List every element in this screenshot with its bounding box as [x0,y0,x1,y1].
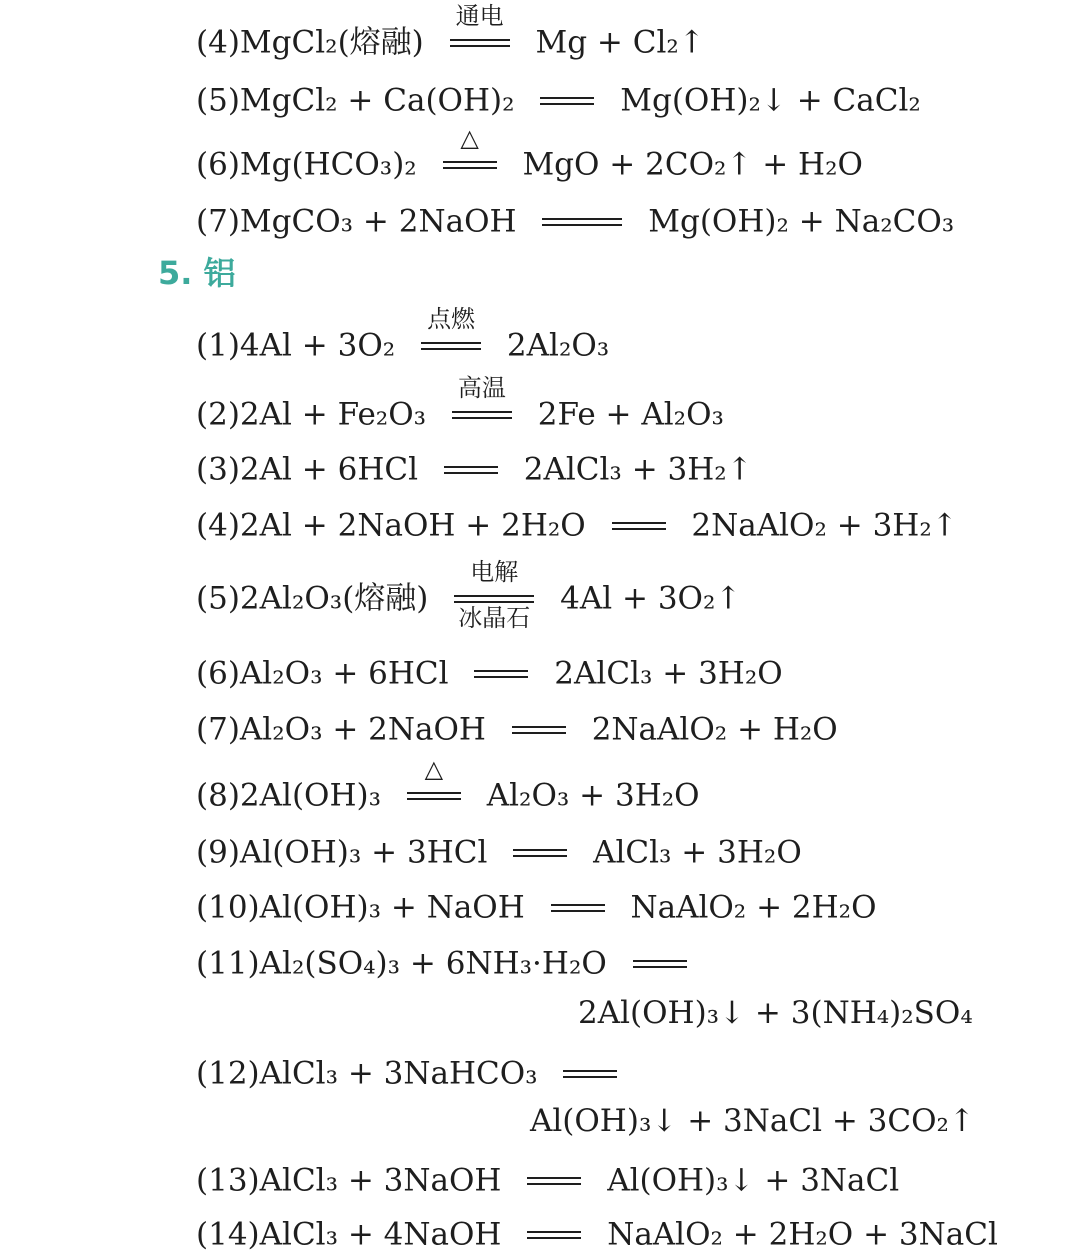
eq-lhs: Al(OH)₃ + NaOH [259,889,525,926]
equation-al-6 [196,653,783,697]
equation-al-5 [196,558,742,632]
eq-lhs: 2Al(OH)₃ [239,777,382,814]
eq-lhs: MgCl₂(熔融) [239,24,424,61]
eq-rhs: 4Al + 3O₂↑ [560,580,742,617]
eq-index: (4) [196,24,240,61]
reaction-arrow [527,1160,581,1204]
equation-al-12 [196,1053,633,1097]
equation-al-8 [196,755,700,819]
reaction-arrow [612,505,666,549]
eq-rhs: Al(OH)₃↓ + 3NaCl [607,1162,900,1199]
reaction-arrow [450,2,510,66]
eq-index: (8) [196,777,240,814]
condition-top: 电解 [470,558,519,586]
eq-index: (12) [196,1055,260,1092]
reaction-arrow [513,832,567,876]
equation-mg-5 [196,80,921,124]
eq-rhs: NaAlO₂ + 2H₂O [630,889,877,926]
reaction-arrow [527,1214,581,1258]
condition-top: △ [460,124,479,152]
condition-bottom: 冰晶石 [458,604,531,632]
eq-lhs: MgCO₃ + 2NaOH [239,203,517,240]
eq-rhs: AlCl₃ + 3H₂O [593,834,802,871]
section-heading: 5. 铝 [158,254,236,292]
eq-index: (6) [196,655,240,692]
eq-rhs: Mg + Cl₂↑ [535,24,705,61]
eq-rhs: 2NaAlO₂ + H₂O [591,711,838,748]
eq-rhs: MgO + 2CO₂↑ + H₂O [522,146,863,183]
eq-lhs: Al₂O₃ + 2NaOH [239,711,486,748]
eq-rhs: 2Fe + Al₂O₃ [537,396,724,433]
reaction-arrow [474,653,528,697]
equation-al-11-products [578,995,973,1031]
eq-rhs: 2Al(OH)₃↓ + 3(NH₄)₂SO₄ [578,995,973,1031]
equation-al-10 [196,887,877,931]
equation-al-2 [196,374,724,438]
eq-lhs: AlCl₃ + 4NaOH [259,1216,502,1253]
eq-index: (13) [196,1162,260,1199]
eq-index: (7) [196,203,240,240]
reaction-arrow [443,124,497,188]
eq-lhs: Al(OH)₃ + 3HCl [239,834,488,871]
reaction-arrow [563,1053,617,1097]
reaction-arrow [551,887,605,931]
equation-al-13 [196,1160,899,1204]
condition-top: △ [424,755,444,783]
equation-al-11 [196,943,703,987]
eq-rhs: Mg(OH)₂ + Na₂CO₃ [648,203,955,240]
reaction-arrow [407,755,461,819]
eq-lhs: 2Al₂O₃(熔融) [239,580,429,617]
eq-rhs: Al₂O₃ + 3H₂O [486,777,700,814]
eq-lhs: 2Al + 6HCl [239,451,419,488]
condition-top: 点燃 [427,305,476,333]
equation-mg-7 [196,201,954,245]
eq-index: (1) [196,327,240,364]
reaction-arrow [542,201,622,245]
equation-al-4 [196,505,958,549]
eq-index: (10) [196,889,260,926]
eq-index: (9) [196,834,240,871]
eq-lhs: AlCl₃ + 3NaOH [259,1162,502,1199]
eq-lhs: 4Al + 3O₂ [239,327,396,364]
eq-rhs: Al(OH)₃↓ + 3NaCl + 3CO₂↑ [530,1103,975,1139]
reaction-arrow [540,80,594,124]
eq-index: (5) [196,580,240,617]
equation-al-7 [196,709,838,753]
equation-mg-6 [196,124,863,188]
eq-index: (14) [196,1216,260,1253]
eq-index: (2) [196,396,240,433]
eq-lhs: Al₂O₃ + 6HCl [239,655,449,692]
eq-rhs: 2AlCl₃ + 3H₂↑ [523,451,753,488]
equation-mg-4 [196,2,705,66]
equation-al-14 [196,1214,998,1258]
equation-al-3 [196,449,753,493]
condition-top: 高温 [457,374,506,402]
eq-index: (5) [196,82,240,119]
equation-al-12-products [530,1103,975,1139]
eq-index: (7) [196,711,240,748]
eq-lhs: AlCl₃ + 3NaHCO₃ [259,1055,538,1092]
reaction-arrow [452,374,512,438]
equation-al-9 [196,832,802,876]
reaction-arrow [444,449,498,493]
reaction-arrow [421,305,481,369]
eq-index: (4) [196,507,240,544]
reaction-arrow [454,558,534,632]
condition-top: 通电 [455,2,504,30]
eq-rhs: Mg(OH)₂↓ + CaCl₂ [620,82,921,119]
eq-lhs: Al₂(SO₄)₃ + 6NH₃·H₂O [259,945,607,982]
reaction-arrow [512,709,566,753]
eq-lhs: MgCl₂ + Ca(OH)₂ [239,82,515,119]
eq-rhs: 2AlCl₃ + 3H₂O [554,655,783,692]
equation-al-1 [196,305,610,369]
eq-index: (6) [196,146,240,183]
eq-rhs: 2Al₂O₃ [506,327,610,364]
eq-rhs: 2NaAlO₂ + 3H₂↑ [691,507,958,544]
eq-rhs: NaAlO₂ + 2H₂O + 3NaCl [607,1216,998,1253]
eq-lhs: 2Al + Fe₂O₃ [239,396,427,433]
eq-lhs: 2Al + 2NaOH + 2H₂O [239,507,586,544]
eq-index: (3) [196,451,240,488]
reaction-arrow [633,943,687,987]
eq-index: (11) [196,945,260,982]
eq-lhs: Mg(HCO₃)₂ [239,146,417,183]
